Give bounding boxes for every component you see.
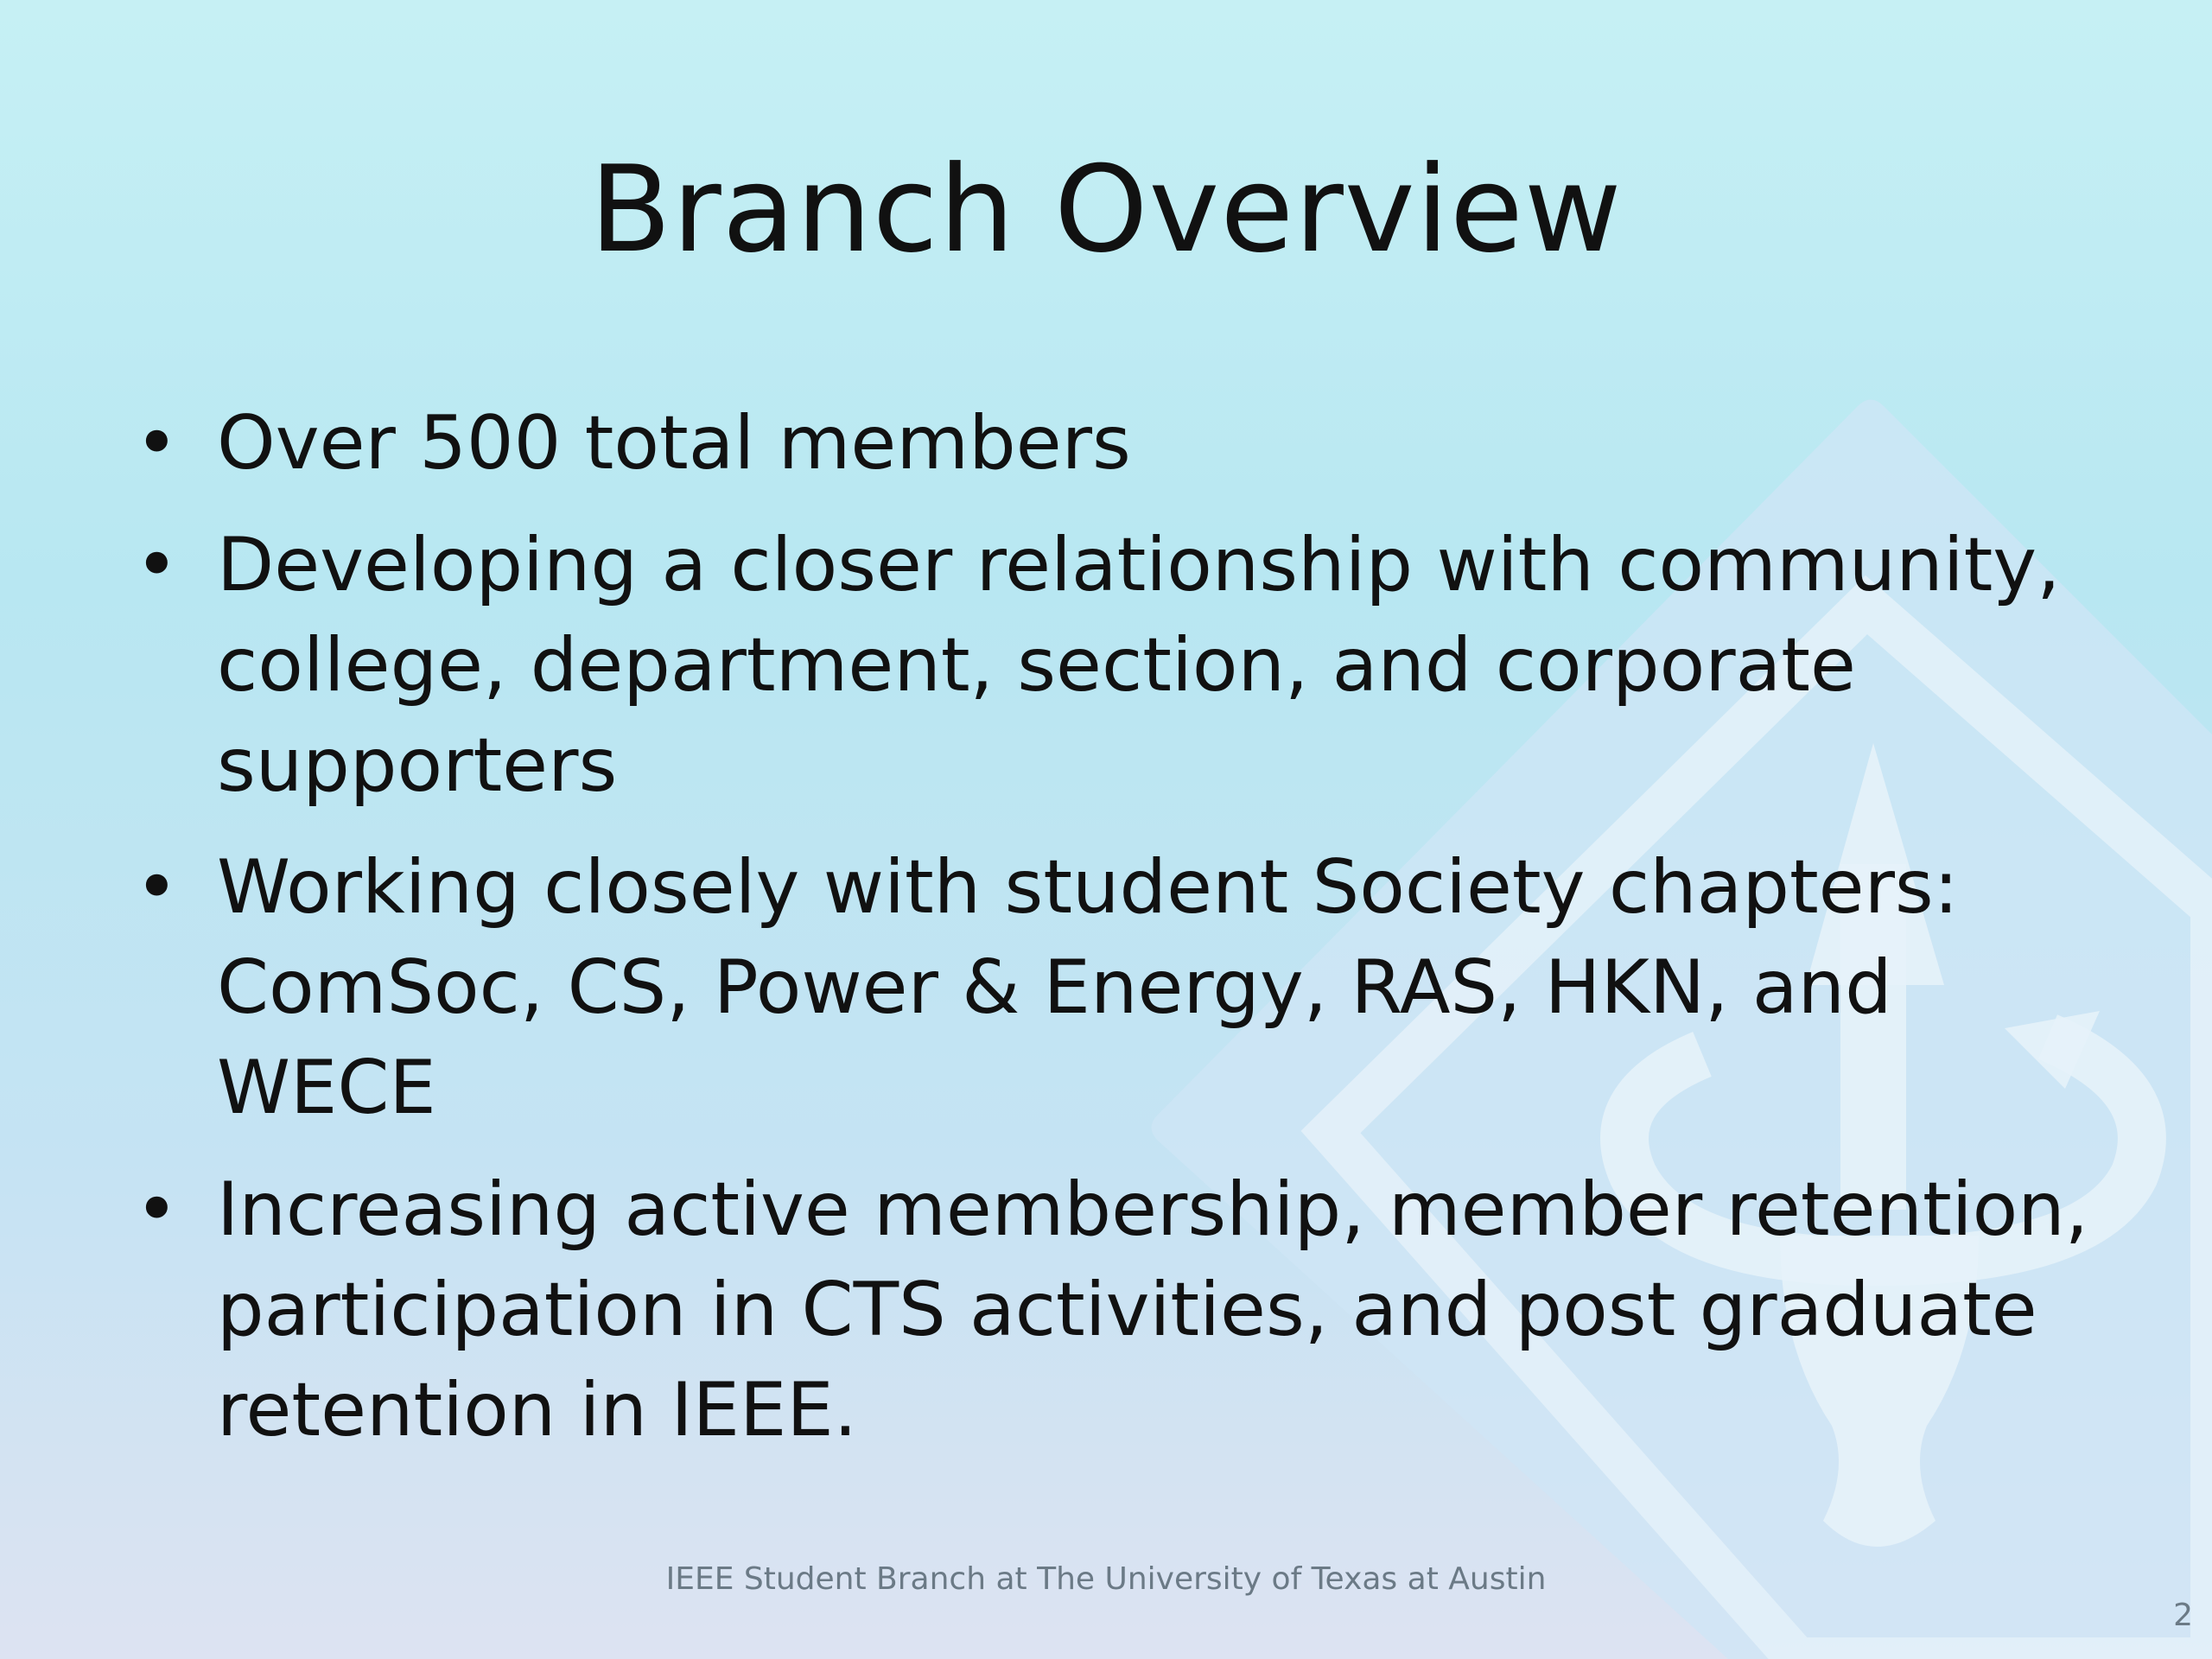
bullet-item bbox=[128, 837, 2115, 1138]
bullet-dot-icon: • bbox=[135, 844, 179, 931]
slide-footer: IEEE Student Branch at The University of Texas at Austin bbox=[665, 1561, 1547, 1597]
page-number: 2 bbox=[2173, 1598, 2193, 1633]
bullet-item bbox=[128, 1160, 2115, 1460]
bullet-dot-icon: • bbox=[135, 400, 179, 486]
bullet-text: Increasing active membership, member retention, participation in CTS activities, and post graduate retention in IEEE. bbox=[217, 1166, 2089, 1453]
bullet-dot-icon: • bbox=[135, 1166, 179, 1253]
bullet-text: Over 500 total members bbox=[217, 400, 1131, 486]
bullet-text: Working closely with student Society chapters: ComSoc, CS, Power & Energy, RAS, HKN, and WECE bbox=[217, 844, 1959, 1131]
bullet-text: Developing a closer relationship with community, college, department, section, and corporate supporters bbox=[217, 522, 2061, 809]
bullet-dot-icon: • bbox=[135, 522, 179, 608]
bullet-list bbox=[128, 393, 2115, 1482]
slide-title: Branch Overview bbox=[589, 140, 1623, 279]
bullet-item bbox=[128, 393, 2115, 493]
bullet-item bbox=[128, 515, 2115, 816]
